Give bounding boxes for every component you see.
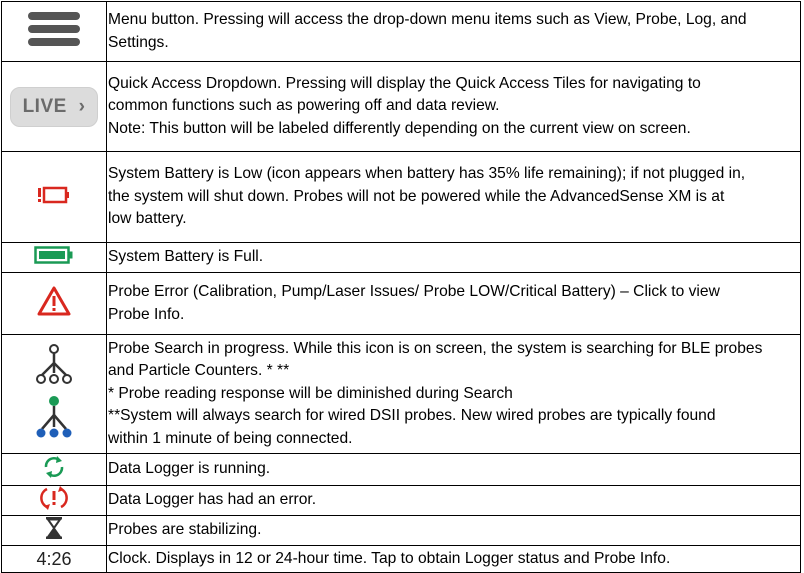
description-line: Data Logger is running. [108,460,271,478]
table-row [2,486,801,516]
description-cell [107,335,801,454]
table-row [2,454,801,486]
description-line: Probes are stabilizing. [108,521,262,539]
description-cell [107,243,801,273]
description-line: **System will always search for wired DSII probes. New wired probes are typically found [108,407,716,425]
icon-cell [2,335,107,454]
description-cell [107,152,801,243]
table-row [2,516,801,546]
hourglass-icon [45,516,63,545]
table-row [2,243,801,273]
description-line: Probe Search in progress. While this icon is on screen, the system is searching for BLE probes [108,339,763,357]
menu-icon[interactable] [28,12,80,51]
description-cell [107,454,801,486]
logger-running-icon [41,454,67,485]
description-line: Clock. Displays in 12 or 24-hour time. Tap to obtain Logger status and Probe Info. [108,549,671,567]
description-cell [107,546,801,573]
description-line: common functions such as powering off and data review. [108,97,500,115]
live-dropdown-button[interactable] [10,87,98,127]
battery-full-icon [34,246,74,269]
description-line: low battery. [108,210,187,228]
icon-cell [2,62,107,152]
table-row [2,335,801,454]
icon-legend-table [1,1,801,573]
description-cell [107,273,801,335]
description-line: Probe Error (Calibration, Pump/Laser Issues/ Probe LOW/Critical Battery) – Click to view [108,283,720,300]
live-label: LIVE [22,95,67,117]
table-row [2,546,801,573]
icon-cell [2,486,107,516]
table-row [2,273,801,335]
logger-error-icon [39,486,69,515]
description-line: the system will shut down. Probes will not be powered while the AdvancedSense XM is at [108,187,725,205]
description-line: Note: This button will be labeled differently depending on the current view on screen. [108,119,691,137]
description-cell [107,62,801,152]
description-cell [107,486,801,516]
battery-low-icon [37,185,71,210]
description-line: within 1 minute of being connected. [108,429,353,447]
icon-cell [2,516,107,546]
description-cell [107,516,801,546]
icon-cell [2,152,107,243]
icon-cell [2,243,107,273]
description-line: Quick Access Dropdown. Pressing will display the Quick Access Tiles for navigating to [108,74,701,92]
icon-cell [2,454,107,486]
icon-cell [2,2,107,62]
description-line: Menu button. Pressing will access the drop-down menu items such as View, Probe, Log, and [108,11,747,28]
probe-search-icon [34,343,74,441]
description-line: System Battery is Low (icon appears when battery has 35% life remaining); if not plugged in, [108,165,746,183]
description-line: Data Logger has had an error. [108,491,317,509]
icon-cell [2,546,107,573]
description-line: and Particle Counters. * ** [108,362,290,380]
description-line: * Probe reading response will be diminished during Search [108,384,513,402]
warning-icon[interactable] [37,286,71,321]
icon-cell [2,273,107,335]
table-row [2,62,801,152]
chevron-right-icon: › [78,95,86,117]
table-row [2,2,801,62]
description-line: Probe Info. [108,305,185,323]
description-line: System Battery is Full. [108,248,264,266]
description-line: Settings. [108,33,169,51]
clock-display[interactable]: 4:26 [36,548,72,569]
description-cell [107,2,801,62]
table-row [2,152,801,243]
